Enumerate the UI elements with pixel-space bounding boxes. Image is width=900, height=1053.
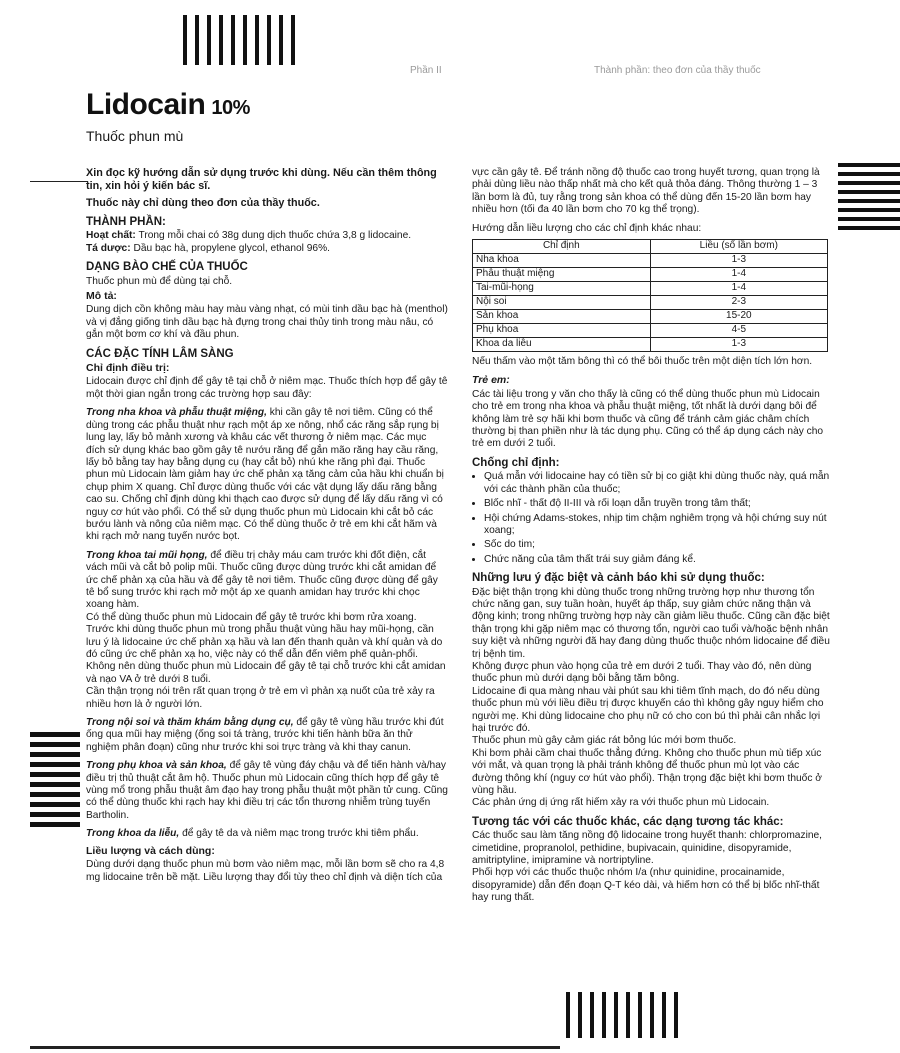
precaution-heading: Những lưu ý đặc biệt và cảnh báo khi sử dụng thuốc: <box>472 572 765 585</box>
left-column <box>86 167 448 888</box>
contraindication-heading: Chống chỉ định: <box>472 456 560 469</box>
children-text: Các tài liệu trong y văn cho thấy là cũng có thể dùng thuốc phun mù Lidocain cho trẻ em trong nha khoa và phẫu thuật miệng, tốt nhất là dưới dạng bôi để không làm trẻ sợ hãi khi bơm thuốc và cũng để tránh cảm giác châm chích thường bị than phiền như là tác dụng phụ. Cũng có thể áp dụng cách này cho trẻ em dưới 2 tuổi. <box>472 388 824 450</box>
product-name: Lidocain <box>86 88 206 121</box>
table-header-dose: Liều (số lần bơm) <box>650 240 827 254</box>
dosage-table <box>472 239 828 352</box>
product-strength: 10% <box>211 97 250 119</box>
children-heading: Trẻ em: <box>472 374 510 387</box>
table-row: Phụ khoa 4-5 <box>473 324 828 338</box>
composition-heading: THÀNH PHẦN: <box>86 216 166 228</box>
list-item: • Chức năng của tâm thất trái suy giảm đáng kể. <box>484 554 832 566</box>
table-note: Nếu thấm vào một tăm bông thì có thể bôi thuốc trên một diện tích lớn hơn. <box>472 356 813 368</box>
clinical-heading: CÁC ĐẶC TÍNH LÂM SÀNG <box>86 347 234 360</box>
indication-label: Chỉ định điều trị: <box>86 362 170 375</box>
warning-prescription: Thuốc này chỉ dùng theo đơn của thầy thuốc. <box>86 197 320 209</box>
indication-text: Lidocain được chỉ định để gây tê tại chỗ ở niêm mạc. Thuốc thích hợp để gây tê một thời gian ngắn trong các trường hợp sau đây: <box>86 376 448 400</box>
dosage-form-text: Thuốc phun mù để dùng tại chỗ. <box>86 275 233 287</box>
ent-paragraph: Trong khoa tai mũi họng, để điều trị chảy máu cam trước khi đốt điện, cắt vách mũi và cắt bỏ polip mũi. Thuốc cũng được dùng trước khi cắt amidan để ức chế phản xạ của hầu và để gây tê nơi tiêm. Thuốc cũng được dùng để gây tê bổ sung trước khi rạch mở một áp xe quanh amidan hay trước khi chọc xoang hàm. <box>86 549 438 611</box>
precaution-p2: Không được phun vào họng của trẻ em dưới 2 tuổi. Thay vào đó, nên dùng thuốc phun mù dưới dạng bôi bằng tăm bông. <box>472 660 812 685</box>
interaction-p2: Phối hợp với các thuốc thuộc nhóm I/a (như quinidine, procainamide, disopyramide) dẫn đến đoạn Q-T kéo dài, và hiếm hơn có thể bị blốc nhĩ-thất hay rung thất. <box>472 867 820 904</box>
header-faint-right: Thành phần: theo đơn của thầy thuốc <box>594 65 761 76</box>
right-column <box>472 167 832 905</box>
description-label: Mô tả: <box>86 290 117 303</box>
table-row: Sản khoa 15-20 <box>473 310 828 324</box>
precaution-p5: Khi bơm phải cầm chai thuốc thẳng đứng. Không cho thuốc phun mù tiếp xúc với mắt, và quan trọng là phải tránh không để thuốc phun mù lọt vào các đường thông khí (nguy cơ hút vào phổi). Thận trọng đặc biệt khi bơm thuốc ở vùng hầu. <box>472 747 822 797</box>
active-ingredient: Hoạt chất: Trong mỗi chai có 38g dung dịch thuốc chứa 3,8 g lidocaine. <box>86 230 412 242</box>
ent-paragraph-4: Cần thận trọng nói trên rất quan trọng ở trẻ em vì phản xạ nuốt của trẻ xảy ra nhiều hơn là ở người lớn. <box>86 686 435 710</box>
interaction-p1: Các thuốc sau làm tăng nồng độ lidocaine trong huyết thanh: chlorpromazine, cimetidine, propranolol, pethidine, bupivacain, quinidine, disopyramide, amitriptyline, imipramine và nortriptyline. <box>472 830 822 867</box>
bottom-barcode <box>566 992 688 1038</box>
header-faint-left: Phần II <box>410 65 442 76</box>
product-form: Thuốc phun mù <box>86 128 184 144</box>
description-text: Dung dịch cồn không màu hay màu vàng nhạt, có mùi tinh dầu bạc hà (menthol) và vị đắng giống tinh dầu bạc hà đựng trong chai thủy tinh trong màu nâu, có gắn một bơm cơ khí và đầu phun. <box>86 304 448 341</box>
dermatology-paragraph: Trong khoa da liễu, để gây tê da và niêm mạc trong trước khi tiêm phẩu. <box>86 828 419 840</box>
precaution-p6: Các phản ứng dị ứng rất hiếm xảy ra với thuốc phun mù Lidocain. <box>472 797 770 809</box>
table-intro: Hướng dẫn liều lượng cho các chỉ định khác nhau: <box>472 222 702 234</box>
table-header-indication: Chỉ định <box>473 240 651 254</box>
endoscopy-paragraph: Trong nội soi và thăm khám bằng dụng cụ, để gây tê vùng hầu trước khi đút ống qua mũi hay miệng (ống soi tá tràng, trước khi tiến hành bữa ăn thử nghiệm phân đoạn) cũng như trước khi soi trực tràng và khi thay canun. <box>86 717 444 753</box>
dosage-form-heading: DẠNG BÀO CHẾ CỦA THUỐC <box>86 261 248 274</box>
precaution-p1: Đặc biệt thận trọng khi dùng thuốc trong những trường hợp như thương tổn chức năng gan, suy tuần hoàn, huyết áp thấp, suy giảm chức năng thận và động kinh; trong những trường hợp này cần giảm liều thuốc. Cũng cần đặc biệt thận trọng khi gặp niêm mạc có thương tổn, người cao tuổi và/hoặc bệnh nhân suy kiệt và những người đã hay đang dùng thuốc thuộc nhóm lidocaine để điều trị bệnh tim. <box>472 586 830 660</box>
ent-paragraph-2: Có thể dùng thuốc phun mù Lidocain để gây tê trước khi bơm rửa xoang. <box>86 611 417 623</box>
left-edge-barcode <box>30 732 80 832</box>
excipients: Tá dược: Dầu bạc hà, propylene glycol, ethanol 96%. <box>86 242 330 254</box>
list-item: • Hội chứng Adams-stokes, nhịp tim chậm nghiêm trọng và hội chứng suy nút xoang; <box>484 513 832 538</box>
right-edge-barcode <box>838 163 900 233</box>
bottom-rule <box>30 1046 560 1049</box>
gynecology-paragraph: Trong phụ khoa và sản khoa, để gây tê vùng đáy chậu và để tiến hành và/hay điều trị thủ thuật cắt âm hộ. Thuốc phun mù Lidocain cũng thích hợp để gây tê vùng mổ trong phẫu thuật âm đạo hay trong phẫu thuật một phần tử cung. Cũng có thể dùng thuốc khi rạch hay khi điều trị các tổn thương nhiễm trùng tuyến Bartholin. <box>86 760 448 821</box>
warning-rule <box>30 181 88 182</box>
table-row: Khoa da liễu 1-3 <box>473 338 828 352</box>
precaution-p4: Thuốc phun mù gây cảm giác rát bỏng lúc mới bơm thuốc. <box>472 735 737 747</box>
product-title <box>86 88 250 122</box>
interaction-heading: Tương tác với các thuốc khác, các dạng tương tác khác: <box>472 815 784 828</box>
table-row: Phẫu thuật miệng 1-4 <box>473 268 828 282</box>
ent-paragraph-3: Trước khi dùng thuốc phun mù trong phẫu thuật vùng hầu hay mũi-họng, cần lưu ý là lidocaine ức chế phản xạ hầu và lan đến thanh quản và khí quản và do đó cũng ức chế phản xạ ho, việc này có thể dẫn đến viêm phế quản-phổi. Không nên dùng thuốc phun mù Lidocain để gây tê tại chỗ trước khi cắt amidan và nạo VA ở trẻ dưới 8 tuổi. <box>86 624 446 685</box>
warning-read-leaflet: Xin đọc kỹ hướng dẫn sử dụng trước khi dùng. Nếu cần thêm thông tin, xin hỏi ý kiến bác sĩ. <box>86 167 437 192</box>
dosage-text: Dùng dưới dạng thuốc phun mù bơm vào niêm mạc, mỗi lần bơm sẽ cho ra 4,8 mg lidocaine trên bề mặt. Liều lượng thay đổi tùy theo chỉ định và diện tích của <box>86 859 445 883</box>
table-row: Tai-mũi-họng 1-4 <box>473 282 828 296</box>
list-item: • Blốc nhĩ - thất độ II-III và rối loạn dẫn truyền trong tâm thất; <box>484 498 832 510</box>
contraindication-list <box>472 471 832 566</box>
list-item: • Quá mẫn với lidocaine hay có tiền sử bị co giật khi dùng thuốc này, quá mẫn với các thành phần của thuốc; <box>484 471 832 496</box>
precaution-p3: Lidocaine đi qua màng nhau vài phút sau khi tiêm tĩnh mạch, do đó nếu dùng thuốc phun mù với liều điều trị được khuyến cáo thì không gây nguy hiểm cho người mẹ. Khi dùng lidocaine cho phụ nữ có cho con bú thì phải cân nhắc lợi hại trước đó. <box>472 685 824 734</box>
dosage-continued: vực cần gây tê. Để tránh nồng độ thuốc cao trong huyết tương, quan trọng là phải dùng liều nào thấp nhất mà cho kết quả thỏa đáng. Thông thường 1 – 3 lần bơm là đủ, tuy rằng trong sản khoa có thể dùng đến 15-20 lần bơm hay nhiều hơn (tối đa 40 lần bơm cho 70 kg thể trọng). <box>472 167 820 216</box>
top-barcode <box>183 15 299 65</box>
table-header-row <box>473 240 828 254</box>
table-row: Nội soi 2-3 <box>473 296 828 310</box>
table-row: Nha khoa 1-3 <box>473 254 828 268</box>
dental-paragraph: Trong nha khoa và phẫu thuật miệng, khi cần gây tê nơi tiêm. Cũng có thể dùng trong các phẫu thuật như rạch một áp xe nông, nhổ các răng sắp rụng bị lung lay, lấy bỏ mảnh xương và khâu các vết thương ở niêm mạc. Các mục đích sử dụng khác bao gồm gây tê nướu răng để gắn mão răng hay cầu răng, lấy bỏ bằng tay hay bằng dụng cụ (hay cắt bỏ) nhú khe răng phì đại. Thuốc phun mù Lidocain làm giảm hay ức chế phản xạ tăng cảm của hầu khi chuẩn bị chụp phim X quang. Chỉ được dùng thuốc với các vật dụng lấy dấu răng bằng cao su. Chống chỉ định dùng khi thạch cao được sử dụng để lấy dấu răng vì có nguy cơ hút vào phổi. Có thể sử dụng thuốc phun mù Lidocain khi cắt bỏ các bướu lành và nông của niêm mạc. Có thể dùng thuốc ở trẻ em khi cắt hãm và khi rạch mở nang tuyến nước bọt. <box>86 407 444 543</box>
list-item: • Sốc do tim; <box>484 539 832 551</box>
dosage-heading: Liều lượng và cách dùng: <box>86 844 215 857</box>
